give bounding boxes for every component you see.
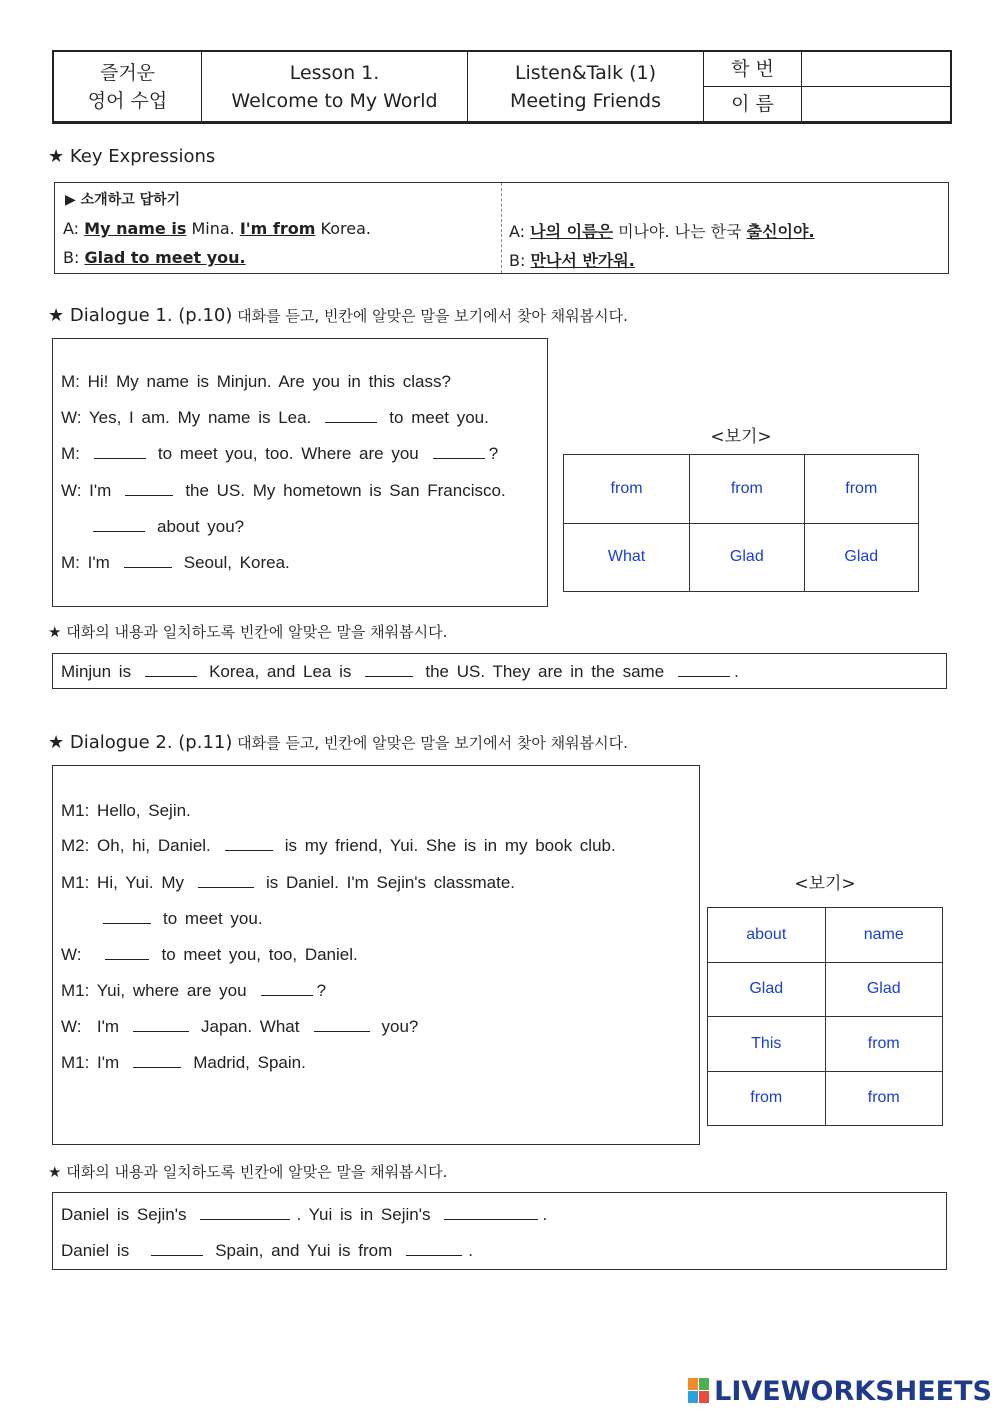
key-expressions-box (54, 182, 949, 274)
student-number-label: 학 번 (704, 52, 801, 87)
d2-check2-a: Daniel is (61, 1241, 130, 1260)
header-input-cell (802, 52, 950, 121)
d1-check-title: ★ 대화의 내용과 일치하도록 빈칸에 알맞은 말을 채워봅시다. (48, 623, 448, 641)
d1-bank-word[interactable]: Glad (804, 523, 918, 592)
d2-bank-word[interactable]: from (825, 1017, 942, 1072)
d2-check-box (52, 1192, 947, 1270)
header-lesson-line2: Welcome to My World (231, 89, 438, 112)
d1-line-6-b: Seoul, Korea. (183, 553, 290, 572)
liveworksheets-logo-icon (688, 1378, 710, 1404)
header-label-cell (704, 52, 802, 121)
dialogue1-instruction: 대화를 듣고, 빈칸에 알맞은 말을 보기에서 찾아 채워봅시다. (232, 307, 628, 325)
d2-line-6-a: M1: Yui, where are you (61, 981, 247, 1000)
d2-line-4-b: to meet you. (163, 909, 263, 928)
d2-line-2-b: is my friend, Yui. She is in my book club. (284, 836, 616, 855)
header-topic-line1: Listen&Talk (1) (514, 61, 657, 84)
d2-check-blank-3[interactable] (151, 1241, 203, 1256)
d2-line-7-a: W: I'm (61, 1017, 120, 1036)
d1-line-3 (61, 444, 498, 464)
d2-check-line-2 (61, 1241, 473, 1261)
d2-line-3-b: is Daniel. I'm Sejin's classmate. (266, 873, 516, 892)
d1-blank-2[interactable] (94, 444, 146, 459)
d2-line-8-a: M1: I'm (61, 1053, 120, 1072)
key-divider (501, 183, 502, 273)
d1-check-blank-1[interactable] (145, 662, 197, 677)
d1-line-3-b: to meet you, too. Where are you (157, 444, 419, 463)
key-en-a-u1: My name is (84, 219, 187, 238)
header-class-cell (54, 52, 202, 121)
d1-line-4 (61, 481, 506, 501)
dialogue1-title-text: ★ Dialogue 1. (p.10) (48, 305, 233, 326)
d1-blank-3[interactable] (433, 444, 485, 459)
d1-blank-5[interactable] (93, 517, 145, 532)
d1-bank-word[interactable]: What (564, 523, 690, 592)
d1-blank-6[interactable] (124, 553, 172, 568)
d1-bank-word[interactable]: from (690, 455, 804, 524)
name-label: 이 름 (731, 92, 774, 115)
d2-blank-4[interactable] (105, 945, 149, 960)
d2-bank-word[interactable]: about (708, 908, 826, 963)
d2-check-blank-2[interactable] (444, 1205, 538, 1220)
key-subtitle: ▶ 소개하고 답하기 (65, 192, 181, 208)
key-en-a (63, 219, 371, 238)
d1-line-3-a: M: (61, 444, 80, 463)
d1-line-5-b: about you? (157, 517, 245, 536)
header-lesson-line1: Lesson 1. (289, 61, 380, 84)
d2-bank-word[interactable]: name (825, 908, 942, 963)
d2-check-title: ★ 대화의 내용과 일치하도록 빈칸에 알맞은 말을 채워봅시다. (48, 1163, 448, 1181)
d2-line-3 (61, 873, 515, 893)
d1-check-c: the US. They are in the same (425, 662, 665, 681)
d2-line-2-a: M2: Oh, hi, Daniel. (61, 836, 211, 855)
d1-bank-title: <보기> (710, 427, 772, 447)
header-topic-line2: Meeting Friends (510, 89, 661, 112)
dialogue1-title (48, 305, 628, 326)
key-kr-b (509, 248, 635, 271)
d1-check-box (52, 653, 947, 689)
key-expressions-title: ★ Key Expressions (48, 146, 216, 167)
dialogue2-title-text: ★ Dialogue 2. (p.11) (48, 732, 233, 753)
d2-check2-c: . (468, 1241, 473, 1260)
d1-check-d: . (734, 662, 739, 681)
d2-blank-6[interactable] (133, 1017, 189, 1032)
d1-check-a: Minjun is (61, 662, 132, 681)
d2-line-7 (61, 1017, 418, 1037)
key-en-a-prefix: A: (63, 219, 85, 238)
d2-bank-title: <보기> (794, 874, 856, 894)
d1-line-1: M: Hi! My name is Minjun. Are you in this class? (61, 372, 451, 391)
d2-line-4 (99, 909, 263, 929)
liveworksheets-logo[interactable] (688, 1376, 992, 1407)
d2-check-blank-4[interactable] (406, 1241, 462, 1256)
d2-check1-b: . Yui is in Sejin's (296, 1205, 431, 1224)
key-kr-a-u1: 나의 이름은 (530, 222, 613, 241)
d2-blank-1[interactable] (225, 836, 273, 851)
key-en-b-u1: Glad to meet you. (84, 248, 246, 267)
d2-line-8 (61, 1053, 306, 1073)
d2-check1-a: Daniel is Sejin's (61, 1205, 187, 1224)
d1-check-line (61, 662, 739, 682)
d2-bank-word[interactable]: from (708, 1071, 826, 1126)
d2-blank-5[interactable] (261, 981, 313, 996)
key-kr-a-mid: 미나야. 나는 한국 (613, 222, 747, 241)
d2-line-7-c: you? (381, 1017, 419, 1036)
d1-line-2 (61, 408, 489, 428)
d2-blank-8[interactable] (133, 1053, 181, 1068)
d2-word-bank (707, 907, 943, 1126)
dialogue2-title (48, 732, 628, 753)
d2-line-5-b: to meet you, too, Daniel. (161, 945, 358, 964)
name-field[interactable] (802, 87, 950, 122)
student-number-field[interactable] (802, 52, 950, 87)
d2-check1-c: . (542, 1205, 548, 1224)
d1-line-6 (61, 553, 290, 573)
d2-line-6-b: ? (316, 981, 327, 1000)
d1-line-2-a: W: Yes, I am. My name is Lea. (61, 408, 312, 427)
header-topic-cell (468, 52, 704, 121)
liveworksheets-logo-text: LIVEWORKSHEETS (714, 1376, 992, 1407)
d2-line-3-a: M1: Hi, Yui. My (61, 873, 184, 892)
d2-bank-word[interactable]: Glad (825, 962, 942, 1017)
key-kr-a-prefix: A: (509, 222, 531, 241)
d1-check-blank-2[interactable] (365, 662, 413, 677)
d2-line-5 (61, 945, 358, 965)
dialogue2-box (52, 765, 700, 1145)
d2-blank-2[interactable] (198, 873, 254, 888)
d2-bank-word[interactable]: This (708, 1017, 826, 1072)
d2-check2-b: Spain, and Yui is from (215, 1241, 393, 1260)
d2-bank-word[interactable]: from (825, 1071, 942, 1126)
key-en-b (63, 248, 246, 267)
d2-line-2 (61, 836, 616, 856)
d1-line-3-c: ? (488, 444, 499, 463)
d1-bank-word[interactable]: Glad (690, 523, 804, 592)
d1-line-4-a: W: I'm (61, 481, 112, 500)
key-kr-b-u1: 만나서 반가워. (530, 251, 635, 270)
d1-line-5 (89, 517, 244, 537)
d1-bank-word[interactable]: from (564, 455, 690, 524)
d1-blank-1[interactable] (325, 408, 377, 423)
header-class-line1: 즐거운 (99, 61, 156, 84)
d1-line-2-b: to meet you. (389, 408, 489, 427)
key-en-a-end: Korea. (315, 219, 371, 238)
d2-line-1: M1: Hello, Sejin. (61, 801, 191, 820)
key-kr-a (509, 219, 815, 242)
d2-bank-word[interactable]: Glad (708, 962, 826, 1017)
header-table (52, 50, 952, 124)
dialogue2-instruction: 대화를 듣고, 빈칸에 알맞은 말을 보기에서 찾아 채워봅시다. (232, 734, 628, 752)
d1-line-6-a: M: I'm (61, 553, 110, 572)
header-class-line2: 영어 수업 (87, 89, 168, 112)
key-en-b-prefix: B: (63, 248, 85, 267)
dialogue1-box (52, 338, 548, 607)
d2-line-5-a: W: (61, 945, 82, 964)
d1-check-blank-3[interactable] (678, 662, 730, 677)
d1-check-b: Korea, and Lea is (209, 662, 352, 681)
d2-blank-7[interactable] (314, 1017, 370, 1032)
d2-check-blank-1[interactable] (200, 1205, 290, 1220)
d1-bank-word[interactable]: from (804, 455, 918, 524)
key-kr-b-prefix: B: (509, 251, 531, 270)
d1-word-bank (563, 454, 919, 592)
d2-check-line-1 (61, 1205, 547, 1225)
d1-blank-4[interactable] (125, 481, 173, 496)
d2-line-6 (61, 981, 326, 1001)
d1-line-4-b: the US. My hometown is San Francisco. (185, 481, 506, 500)
key-kr-a-u2: 출신이야. (746, 222, 815, 241)
header-lesson-cell (202, 52, 468, 121)
d2-line-8-b: Madrid, Spain. (193, 1053, 306, 1072)
d2-blank-3[interactable] (103, 909, 151, 924)
key-en-a-mid: Mina. (186, 219, 240, 238)
d2-line-7-b: Japan. What (201, 1017, 300, 1036)
key-en-a-u2: I'm from (239, 219, 316, 238)
